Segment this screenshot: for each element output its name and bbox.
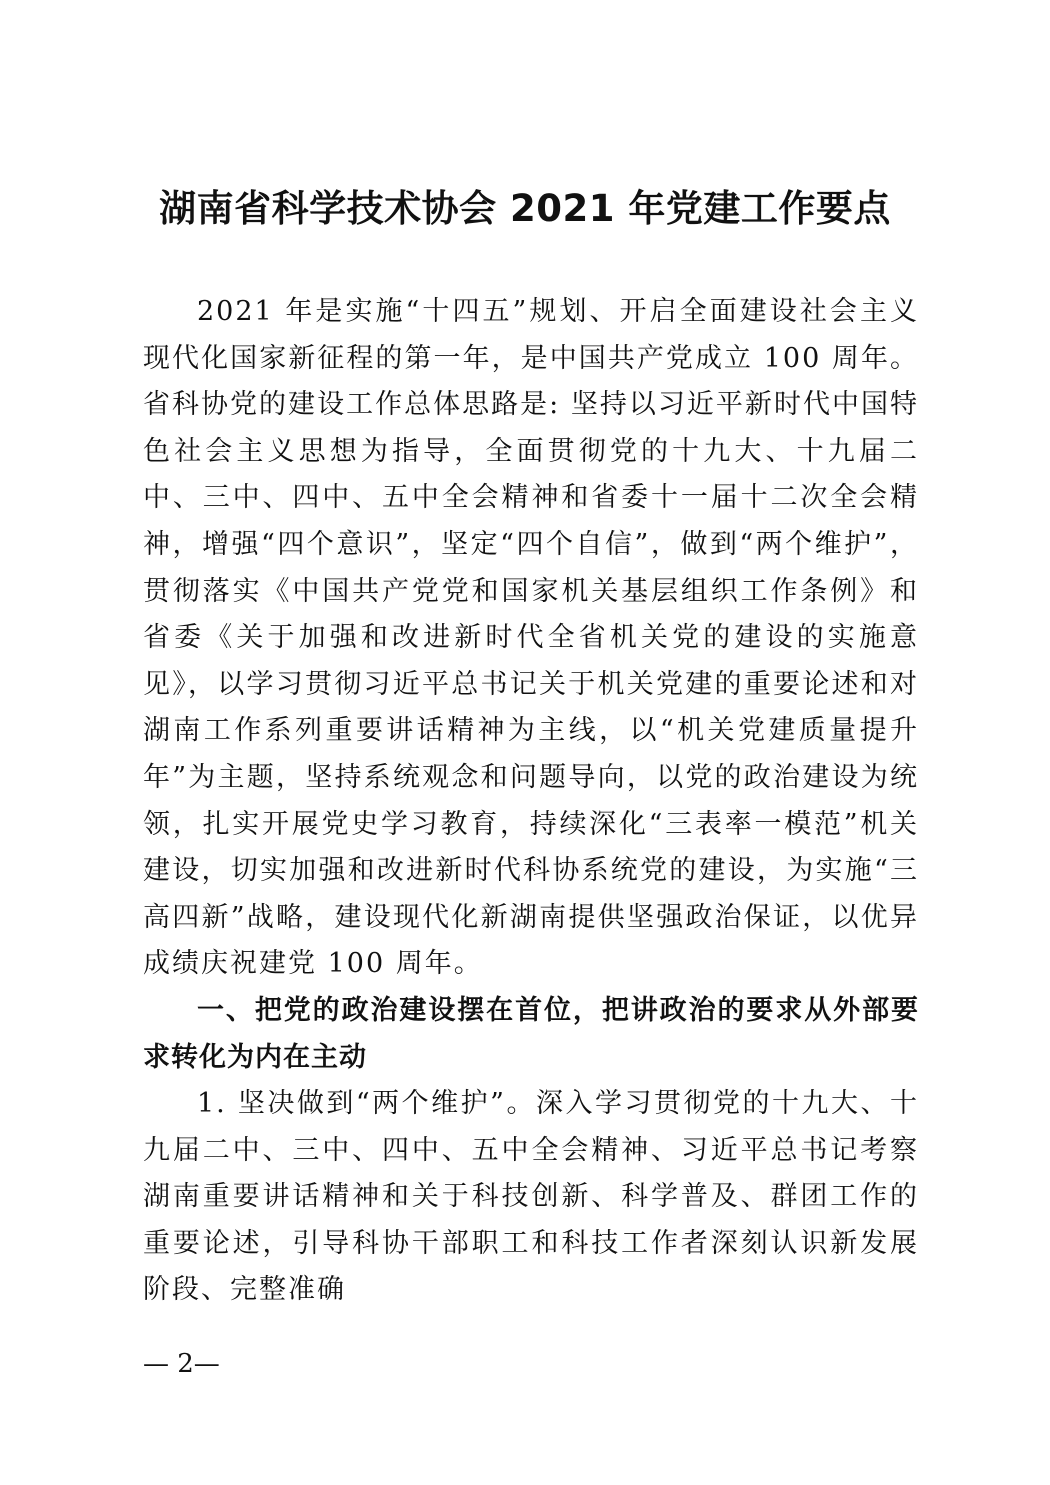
item-paragraph: 1. 坚决做到“两个维护”。深入学习贯彻党的十九大、十九届二中、三中、四中、五中全会精神、习近平总书记考察湖南重要讲话精神和关于科技创新、科学普及、群团工作的重要论述，引导科协干部职工和科技工作者深刻认识新发展阶段、完整准确 <box>143 1088 919 1306</box>
section-heading: 一、把党的政治建设摆在首位，把讲政治的要求从外部要求转化为内在主动 <box>143 994 919 1073</box>
document-body <box>143 289 919 1314</box>
document-title: 湖南省科学技术协会 2021 年党建工作要点 <box>159 187 891 230</box>
intro-paragraph: 2021 年是实施“十四五”规划、开启全面建设社会主义现代化国家新征程的第一年，是中国共产党成立 100 周年。省科协党的建设工作总体思路是: 坚持以习近平新时代中国特色社会主义思想为指导，全面贯彻党的十九大、十九届二中、三中、四中、五中全会精神和省委十一届十二次全会精神，增强“四个意识”，坚定“四个自信”，做到“两个维护”，贯彻落实《中国共产党党和国家机关基层组织工作条例》和省委《关于加强和改进新时代全省机关党的建设的实施意见》，以学习贯彻习近平总书记关于机关党建的重要论述和对湖南工作系列重要讲话精神为主线，以“机关党建质量提升年”为主题，坚持系统观念和问题导向，以党的政治建设为统领，扎实开展党史学习教育，持续深化“三表率一模范”机关建设，切实加强和改进新时代科协系统党的建设，为实施“三高四新”战略，建设现代化新湖南提供坚强政治保证，以优异成绩庆祝建党 100 周年。 <box>143 296 919 980</box>
page-number: — 2— <box>143 1349 220 1379</box>
